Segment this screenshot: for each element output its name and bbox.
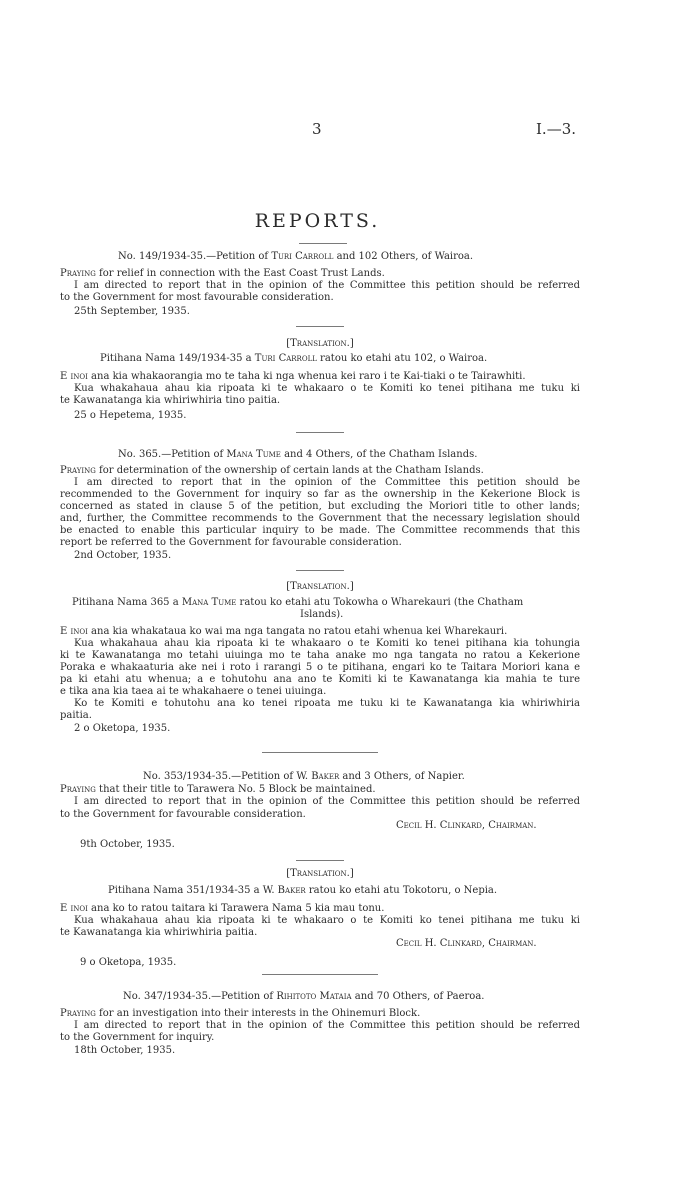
- petition-heading: No. 347/1934-35.—Petition of Rihitoto Mataia and 70 Others, of Paeroa.: [123, 991, 485, 1002]
- petition-heading: No. 365.—Petition of Mana Tume and 4 Others, of the Chatham Islands.: [118, 449, 478, 460]
- section-rule: [296, 860, 344, 861]
- report-text: I am directed to report that in the opinion of the Committee this petition should be referred: [74, 796, 580, 807]
- page-title: REPORTS.: [254, 210, 381, 232]
- report-text: I am directed to report that in the opinion of the Committee this petition should be: [74, 477, 580, 488]
- report-date: 25 o Hepetema, 1935.: [74, 410, 187, 421]
- report-text: recommended to the Government for inquiry so far as the ownership in the Kekerione Block is: [60, 489, 580, 500]
- report-text: and, further, the Committee recommends to the Government that the necessary legislation should: [60, 513, 580, 524]
- report-text: I am directed to report that in the opinion of the Committee this petition should be referred: [74, 1020, 580, 1031]
- report-text: pa ki etahi atu whenua; a e tohutohu ana ano te Komiti ki te Kawanatanga kia mahia te ture: [60, 674, 580, 685]
- petitioner-name: W. Baker: [296, 771, 340, 782]
- report-text: te Kawanatanga kia whiriwhiria paitia.: [60, 927, 258, 938]
- report-text: concerned as stated in clause 5 of the petition, but excluding the Moriori title to other lands;: [60, 501, 580, 512]
- petition-heading: No. 149/1934-35.—Petition of Turi Carroll and 102 Others, of Wairoa.: [118, 251, 474, 262]
- report-text: Poraka e whakaaturia ake nei i roto i rarangi 5 o te pitihana, engari ko te Taitara Moriori kana e: [60, 662, 580, 673]
- petitioner-name: Turi Carroll: [254, 353, 317, 364]
- report-text: be enacted to enable this particular inquiry to be made. The Committee recommends that this: [60, 525, 580, 536]
- translation-label: [Translation.]: [286, 868, 354, 879]
- report-text: I am directed to report that in the opinion of the Committee this petition should be referred: [74, 280, 580, 291]
- report-date: 25th September, 1935.: [74, 306, 190, 317]
- section-rule: [262, 752, 378, 753]
- page-number: 3: [312, 120, 322, 138]
- petition-heading: No. 353/1934-35.—Petition of W. Baker and 3 Others, of Napier.: [143, 771, 465, 782]
- report-date: 2nd October, 1935.: [74, 550, 172, 561]
- report-text: ki te Kawanatanga mo tetahi uiuinga mo te taha anake mo nga tangata no ratou a Kekerione: [60, 650, 580, 661]
- report-text: Kua whakahaua ahau kia ripoata ki te whakaaro o te Komiti ko tenei pitihana me tuku ki: [74, 915, 580, 926]
- report-date: 9th October, 1935.: [80, 839, 175, 850]
- report-text: to the Government for most favourable consideration.: [60, 292, 334, 303]
- praying-line: Praying for determination of the ownership of certain lands at the Chatham Islands.: [60, 465, 484, 476]
- translation-label: [Translation.]: [286, 581, 354, 592]
- report-date: 9 o Oketopa, 1935.: [80, 957, 177, 968]
- section-rule: [262, 974, 378, 975]
- praying-line: Praying for an investigation into their interests in the Ohinemuri Block.: [60, 1008, 421, 1019]
- petition-heading: Pitihana Nama 351/1934-35 a W. Baker ratou ko etahi atu Tokotoru, o Nepia.: [108, 885, 498, 896]
- report-text: e tika ana kia taea ai te whakahaere o tenei uiuinga.: [60, 686, 327, 697]
- report-text: report be referred to the Government for favourable consideration.: [60, 537, 402, 548]
- report-text: Ko te Komiti e tohutohu ana ko tenei ripoata me tuku ki te Kawanatanga kia whiriwhiria: [74, 698, 580, 709]
- title-rule: [299, 243, 347, 244]
- praying-line: E inoi ana ko to ratou taitara ki Tarawera Nama 5 kia mau tonu.: [60, 903, 385, 914]
- chairman-signature: Cecil H. Clinkard, Chairman.: [396, 820, 537, 831]
- petition-heading-cont: Islands).: [300, 609, 344, 620]
- petitioner-name: W. Baker: [262, 885, 306, 896]
- paper-reference: I.—3.: [536, 120, 577, 138]
- praying-line: E inoi ana kia whakaorangia mo te taha ki nga whenua kei raro i te Kai-tiaki o te Tairawhiti.: [60, 371, 526, 382]
- translation-label: [Translation.]: [286, 338, 354, 349]
- petitioner-name: Turi Carroll: [271, 251, 334, 262]
- chairman-signature: Cecil H. Clinkard, Chairman.: [396, 938, 537, 949]
- report-date: 2 o Oketopa, 1935.: [74, 723, 171, 734]
- report-text: Kua whakahaua ahau kia ripoata ki te whakaaro o te Komiti ko tenei pitihana kia tohungia: [74, 638, 580, 649]
- report-text: Kua whakahaua ahau kia ripoata ki te whakaaro o te Komiti ko tenei pitihana me tuku ki: [74, 383, 580, 394]
- report-text: to the Government for favourable consideration.: [60, 809, 306, 820]
- petitioner-name: Mana Tume: [226, 449, 281, 460]
- praying-line: E inoi ana kia whakatauа ko wai ma nga tangata no ratou etahi whenua kei Wharekauri.: [60, 626, 508, 637]
- report-text: te Kawanatanga kia whiriwhiria tino paitia.: [60, 395, 281, 406]
- praying-line: Praying that their title to Tarawera No. 5 Block be maintained.: [60, 784, 376, 795]
- petition-heading: Pitihana Nama 365 a Mana Tume ratou ko etahi atu Tokowha o Wharekauri (the Chatham: [72, 597, 524, 608]
- petition-heading: Pitihana Nama 149/1934-35 a Turi Carroll ratou ko etahi atu 102, o Wairoa.: [100, 353, 488, 364]
- report-text: to the Government for inquiry.: [60, 1032, 215, 1043]
- report-text: paitia.: [60, 710, 92, 721]
- praying-line: Praying for relief in connection with the East Coast Trust Lands.: [60, 268, 385, 279]
- section-rule: [296, 432, 344, 433]
- section-rule: [296, 326, 344, 327]
- petitioner-name: Mana Tume: [181, 597, 237, 608]
- report-date: 18th October, 1935.: [74, 1045, 176, 1056]
- petitioner-name: Rihitoto Mataia: [276, 991, 352, 1002]
- section-rule: [296, 570, 344, 571]
